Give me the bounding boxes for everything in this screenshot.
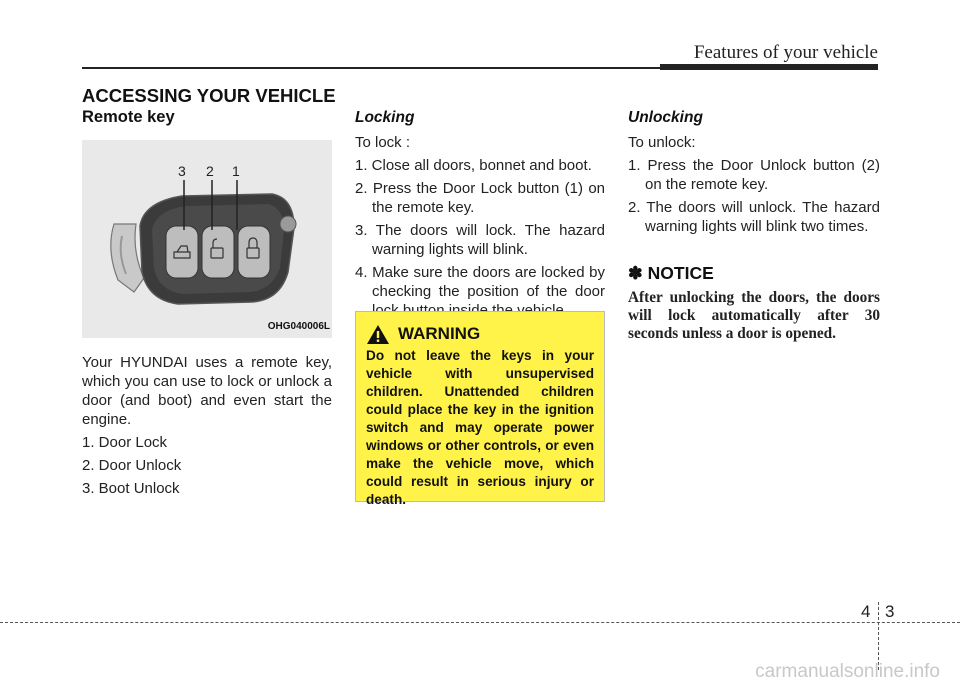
chapter-number: 4 bbox=[861, 602, 871, 621]
remote-key-figure bbox=[82, 140, 332, 338]
callout-2: 2 bbox=[206, 163, 214, 179]
column-remote-key bbox=[82, 108, 332, 502]
running-header: Features of your vehicle bbox=[693, 42, 878, 63]
notice-symbol-icon: ✽ bbox=[628, 263, 643, 283]
callout-1: 1 bbox=[232, 163, 240, 179]
warning-triangle-icon bbox=[366, 324, 390, 345]
warning-box bbox=[355, 311, 605, 507]
locking-step: 1. Close all doors, bonnet and boot. bbox=[355, 157, 592, 174]
locking-step: 4. Make sure the doors are locked by checking the position of the door bbox=[355, 264, 605, 300]
remote-key-heading: Remote key bbox=[82, 108, 175, 126]
unlocking-intro: To unlock: bbox=[628, 134, 696, 151]
warning-body: Do not leave the keys in your vehicle with unsupervised children. Unattended children could place the key in the ignition switch and may operate power windows or other controls, or even make the vehicle move, which could result in serious injury or death. bbox=[366, 348, 594, 507]
watermark: carmanualsonline.info bbox=[755, 661, 940, 682]
figure-code: OHG040006L bbox=[267, 321, 330, 332]
section-title: ACCESSING YOUR VEHICLE bbox=[82, 85, 336, 106]
notice-body: After unlocking the doors, the doors will lock automatically after 30 seconds unless a door is opened. bbox=[628, 289, 880, 342]
unlocking-step: 2. The doors will unlock. The hazard warning lights will blink two times. bbox=[628, 199, 880, 235]
warning-header bbox=[366, 322, 480, 346]
locking-intro: To lock : bbox=[355, 134, 411, 151]
column-unlocking bbox=[628, 108, 880, 343]
header-rule-thick bbox=[660, 64, 878, 70]
remote-key-item: 1. Door Lock bbox=[82, 434, 168, 451]
remote-key-illustration bbox=[82, 140, 332, 338]
page-number: 3 bbox=[885, 602, 895, 621]
locking-heading: Locking bbox=[355, 109, 415, 126]
warning-title: WARNING bbox=[398, 324, 481, 343]
column-locking bbox=[355, 108, 605, 324]
remote-key-item: 2. Door Unlock bbox=[82, 457, 182, 474]
notice-title: NOTICE bbox=[647, 263, 714, 283]
locking-step: 3. The doors will lock. The hazard warning lights will blink. bbox=[355, 222, 605, 258]
unlocking-step: 1. Press the Door Unlock button (2) on the remote key. bbox=[628, 157, 880, 193]
remote-key-item: 3. Boot Unlock bbox=[82, 480, 180, 497]
remote-key-intro: Your HYUNDAI uses a remote key, which you can use to lock or unlock a door (and boot) and even start the engine. bbox=[82, 354, 332, 428]
page-number-divider bbox=[878, 602, 879, 670]
callout-3: 3 bbox=[178, 163, 186, 179]
unlocking-heading: Unlocking bbox=[628, 109, 703, 126]
notice-heading bbox=[628, 264, 880, 283]
footer-rule bbox=[0, 622, 960, 623]
locking-step: 2. Press the Door Lock button (1) on the remote key. bbox=[355, 180, 605, 216]
